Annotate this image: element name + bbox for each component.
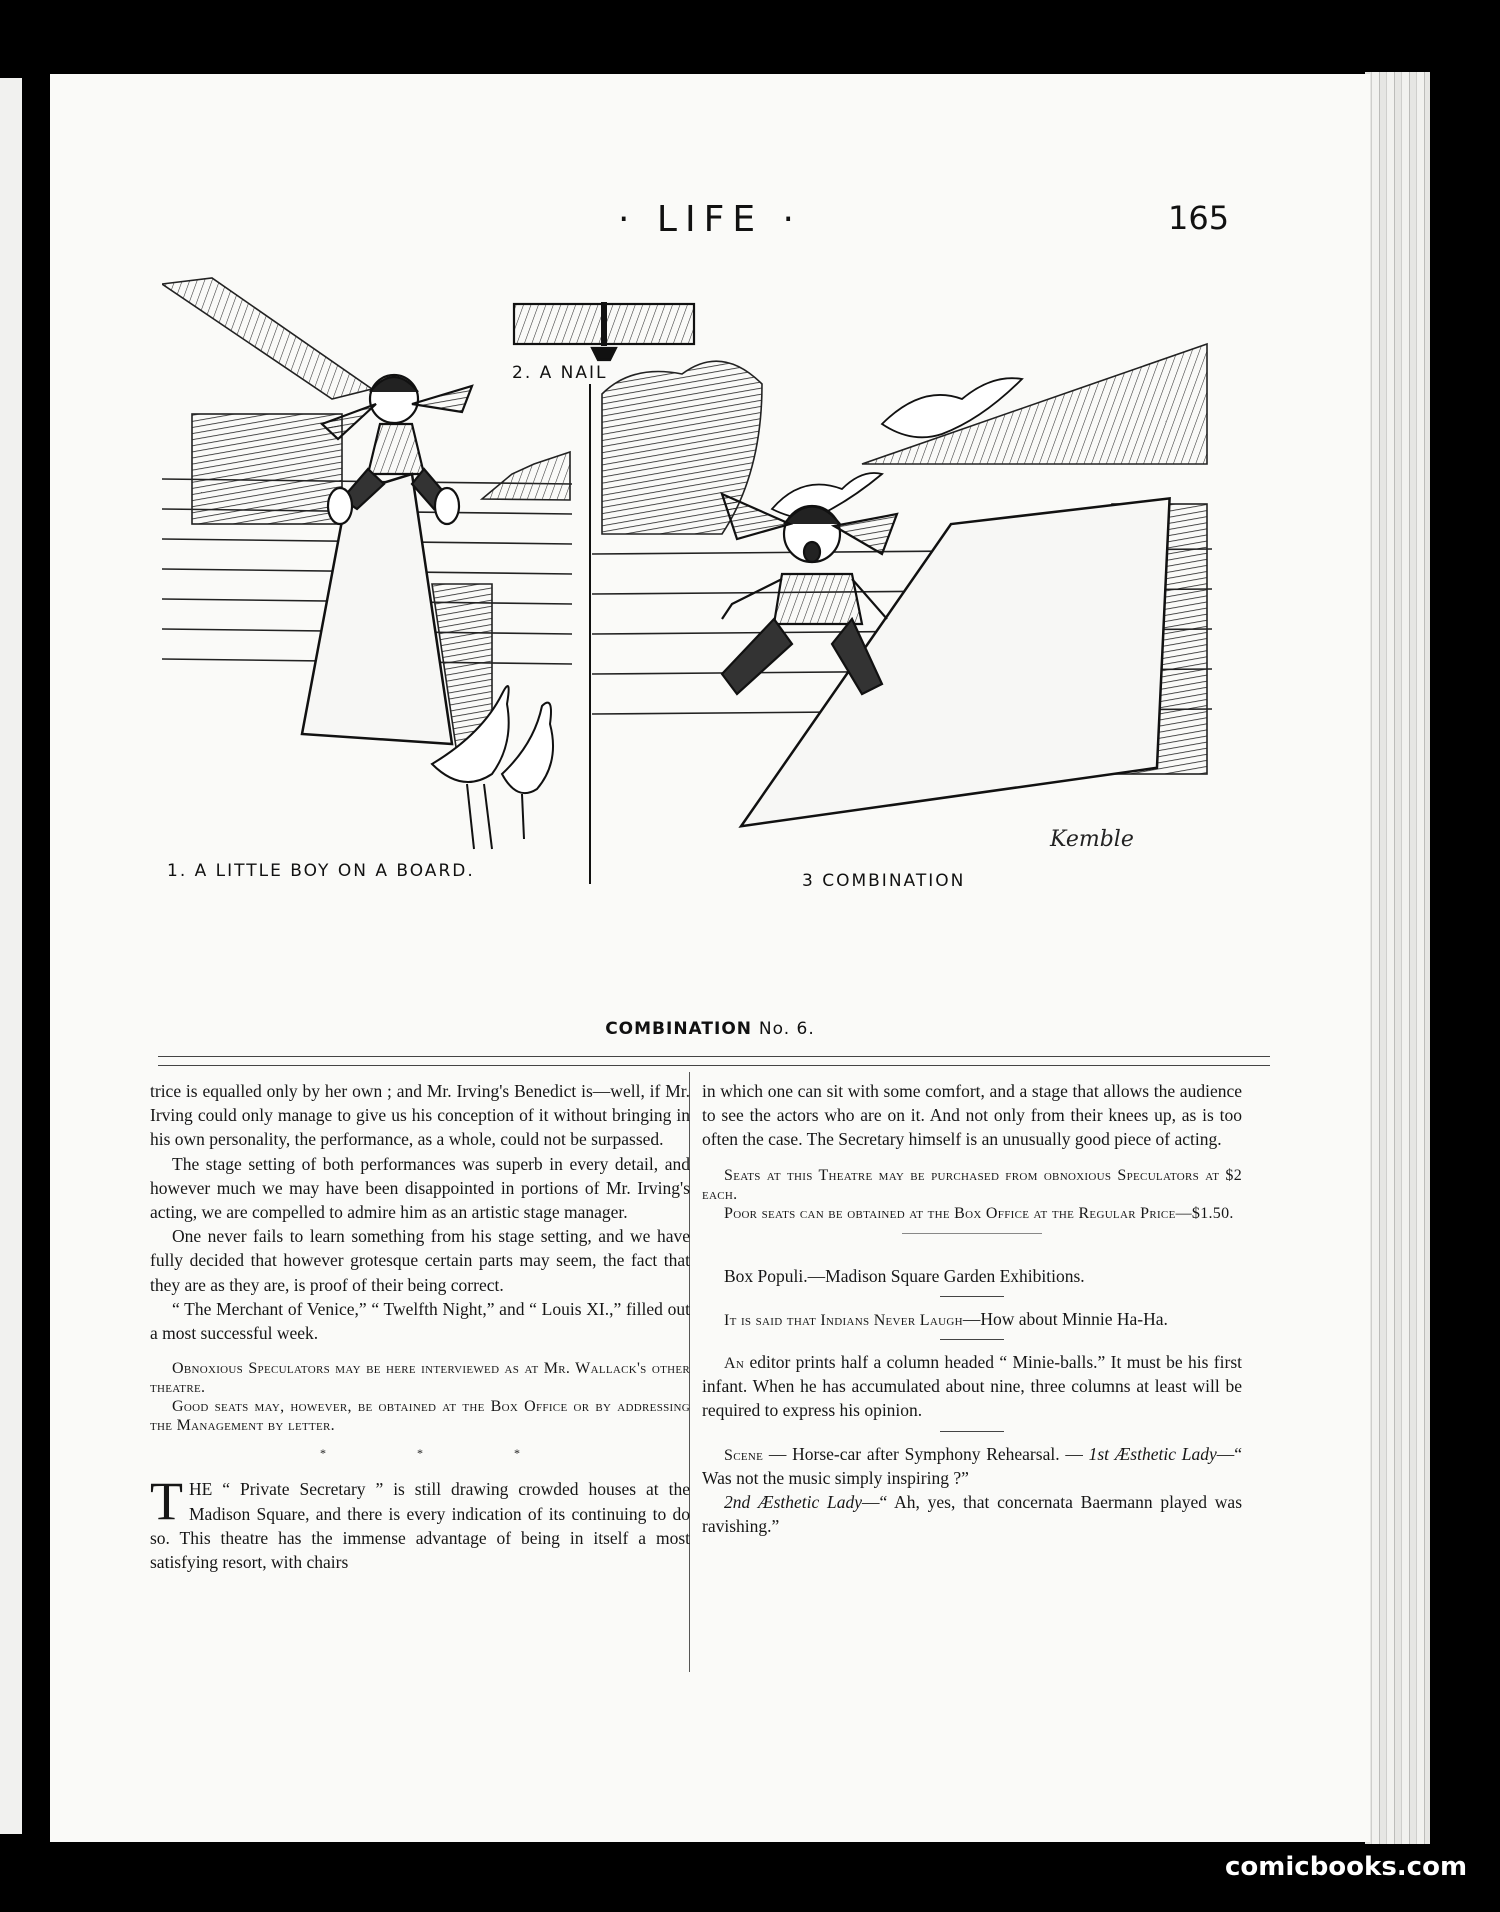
panel1-caption: 1. A LITTLE BOY ON A BOARD. — [167, 861, 475, 881]
cartoon-illustration — [162, 274, 1272, 1062]
magazine-page — [50, 74, 1370, 1842]
left-paragraph-4: “ The Merchant of Venice,” “ Twelfth Night,” and “ Louis XI.,” filled out a most successful week. — [150, 1298, 690, 1344]
cartoon-title — [50, 1019, 1370, 1039]
box-populi-item: Box Populi.—Madison Square Garden Exhibitions. — [724, 1265, 1085, 1286]
panel3-caption: 3 COMBINATION — [802, 871, 966, 891]
watermark: comicbooks.com — [1225, 1852, 1468, 1882]
boy-on-nail — [722, 494, 897, 694]
section-break: * * * — [320, 1446, 564, 1461]
indians-item: It is said that Indians Never Laugh—How about Minnie Ha-Ha. — [724, 1308, 1168, 1329]
left-column — [150, 1079, 690, 1574]
editor-item: An editor prints half a column headed “ Minie-balls.” It must be his first infant. When he has accumulated about nine, three columns at least will be required to express his opinion. — [702, 1352, 1242, 1421]
panel2-caption: 2. A NAIL — [512, 363, 608, 383]
title-number: No. 6. — [758, 1019, 815, 1039]
left-paragraph-3: One never fails to learn something from his stage setting, and we have fully decided that however grotesque certain parts may seem, the fact that they are as they are, is proof of their being correct. — [150, 1226, 690, 1295]
cartoon-svg — [162, 274, 1272, 1062]
right-column — [702, 1079, 1242, 1538]
right-paragraph-1: in which one can sit with some comfort, and a stage that allows the audience to see the actors who are on it. And not only from their knees up, as is too often the case. The Secretary himself is an unusually good piece of acting. — [702, 1081, 1242, 1150]
rule — [940, 1431, 1004, 1432]
double-rule — [158, 1056, 1270, 1066]
page-stack-edges — [1365, 72, 1430, 1844]
artist-signature: Kemble — [1050, 827, 1134, 852]
scene-item: Scene — Horse-car after Symphony Rehearsal. — 1st Æsthetic Lady—“ Was not the music simply inspiring ?” — [702, 1443, 1242, 1488]
left-paragraph-1: trice is equalled only by her own ; and Mr. Irving's Benedict is—well, if Mr. Irving could only manage to give us his conception of it without bringing in his own personality, the performance, as a whole, could not be surpassed. — [150, 1081, 690, 1150]
page-number: 165 — [1168, 199, 1230, 237]
private-secretary-paragraph: THE “ Private Secretary ” is still drawing crowded houses at the Madison Square, and there is every indication of its continuing to do so. This theatre has the immense advantage of being in itself a most satisfying resort, with chairs — [150, 1471, 690, 1573]
rule — [902, 1233, 1042, 1234]
title-main: COMBINATION — [605, 1019, 752, 1039]
rule — [940, 1296, 1004, 1297]
seats-price-notice: Seats at this Theatre may be purchased from obnoxious Speculators at $2 each. — [702, 1166, 1242, 1203]
scene-item-reply: 2nd Æsthetic Lady—“ Ah, yes, that concernata Baermann played was ravishing.” — [702, 1492, 1243, 1537]
left-paragraph-2: The stage setting of both performances was superb in every detail, and however much we may have been disappointed in portions of Mr. Irving's acting, we are compelled to admire him as an artistic stage manager. — [150, 1153, 690, 1223]
running-head: · LIFE · — [618, 199, 802, 240]
left-page-edge — [0, 78, 22, 1834]
board-falling — [703, 493, 1206, 826]
speculators-notice: Obnoxious Speculators may be here interviewed as at Mr. Wallack's other theatre. — [150, 1360, 690, 1397]
nail-drawing — [514, 302, 694, 360]
rule — [940, 1339, 1004, 1340]
good-seats-notice: Good seats may, however, be obtained at the Box Office or by addressing the Management by letter. — [150, 1398, 690, 1435]
poor-seats-notice: Poor seats can be obtained at the Box Office at the Regular Price—$1.50. — [724, 1204, 1234, 1222]
drop-cap: T — [150, 1471, 183, 1532]
